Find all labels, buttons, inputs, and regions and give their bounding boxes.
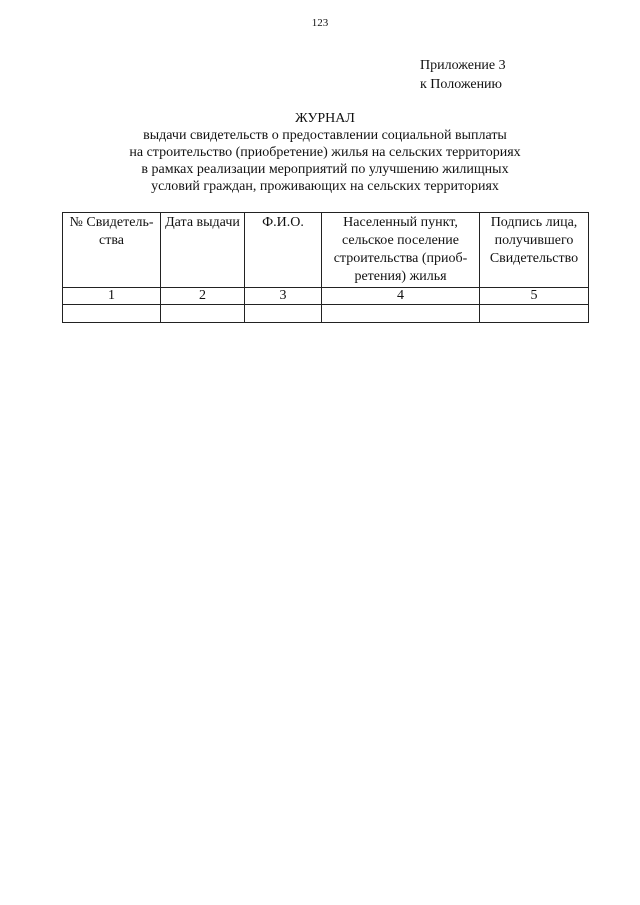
header-issue-date: Дата выдачи [161,213,245,288]
table-row [63,305,589,323]
column-number: 4 [322,288,480,305]
document-heading [60,110,590,195]
appendix-reference [420,56,506,94]
appendix-line-1: Приложение 3 [420,58,506,73]
table-cell [480,305,589,323]
table-cell [322,305,480,323]
heading-line-4: условий граждан, проживающих на сельских территориях [151,179,499,194]
appendix-line-2: к Положению [420,77,503,92]
table-cell [161,305,245,323]
header-full-name: Ф.И.О. [245,213,322,288]
heading-line-3: в рамках реализации мероприятий по улучшению жилищных [141,162,509,177]
column-number: 5 [480,288,589,305]
column-number: 3 [245,288,322,305]
heading-line-1: выдачи свидетельств о предоставлении социальной выплаты [143,128,507,143]
column-number: 1 [63,288,161,305]
heading-line-2: на строительство (приобретение) жилья на сельских территориях [129,145,521,160]
table-cell [63,305,161,323]
header-certificate-number: № Свидетель- ства [63,213,161,288]
journal-table [62,212,589,323]
header-settlement: Населенный пункт, сельское поселение строительства (приоб- ретения) жилья [322,213,480,288]
column-number-row [63,288,589,305]
page-number: 123 [311,17,329,29]
header-signature: Подпись лица, получившего Свидетельство [480,213,589,288]
table-cell [245,305,322,323]
column-number: 2 [161,288,245,305]
table-header-row [63,213,589,288]
document-title: ЖУРНАЛ [295,111,355,126]
